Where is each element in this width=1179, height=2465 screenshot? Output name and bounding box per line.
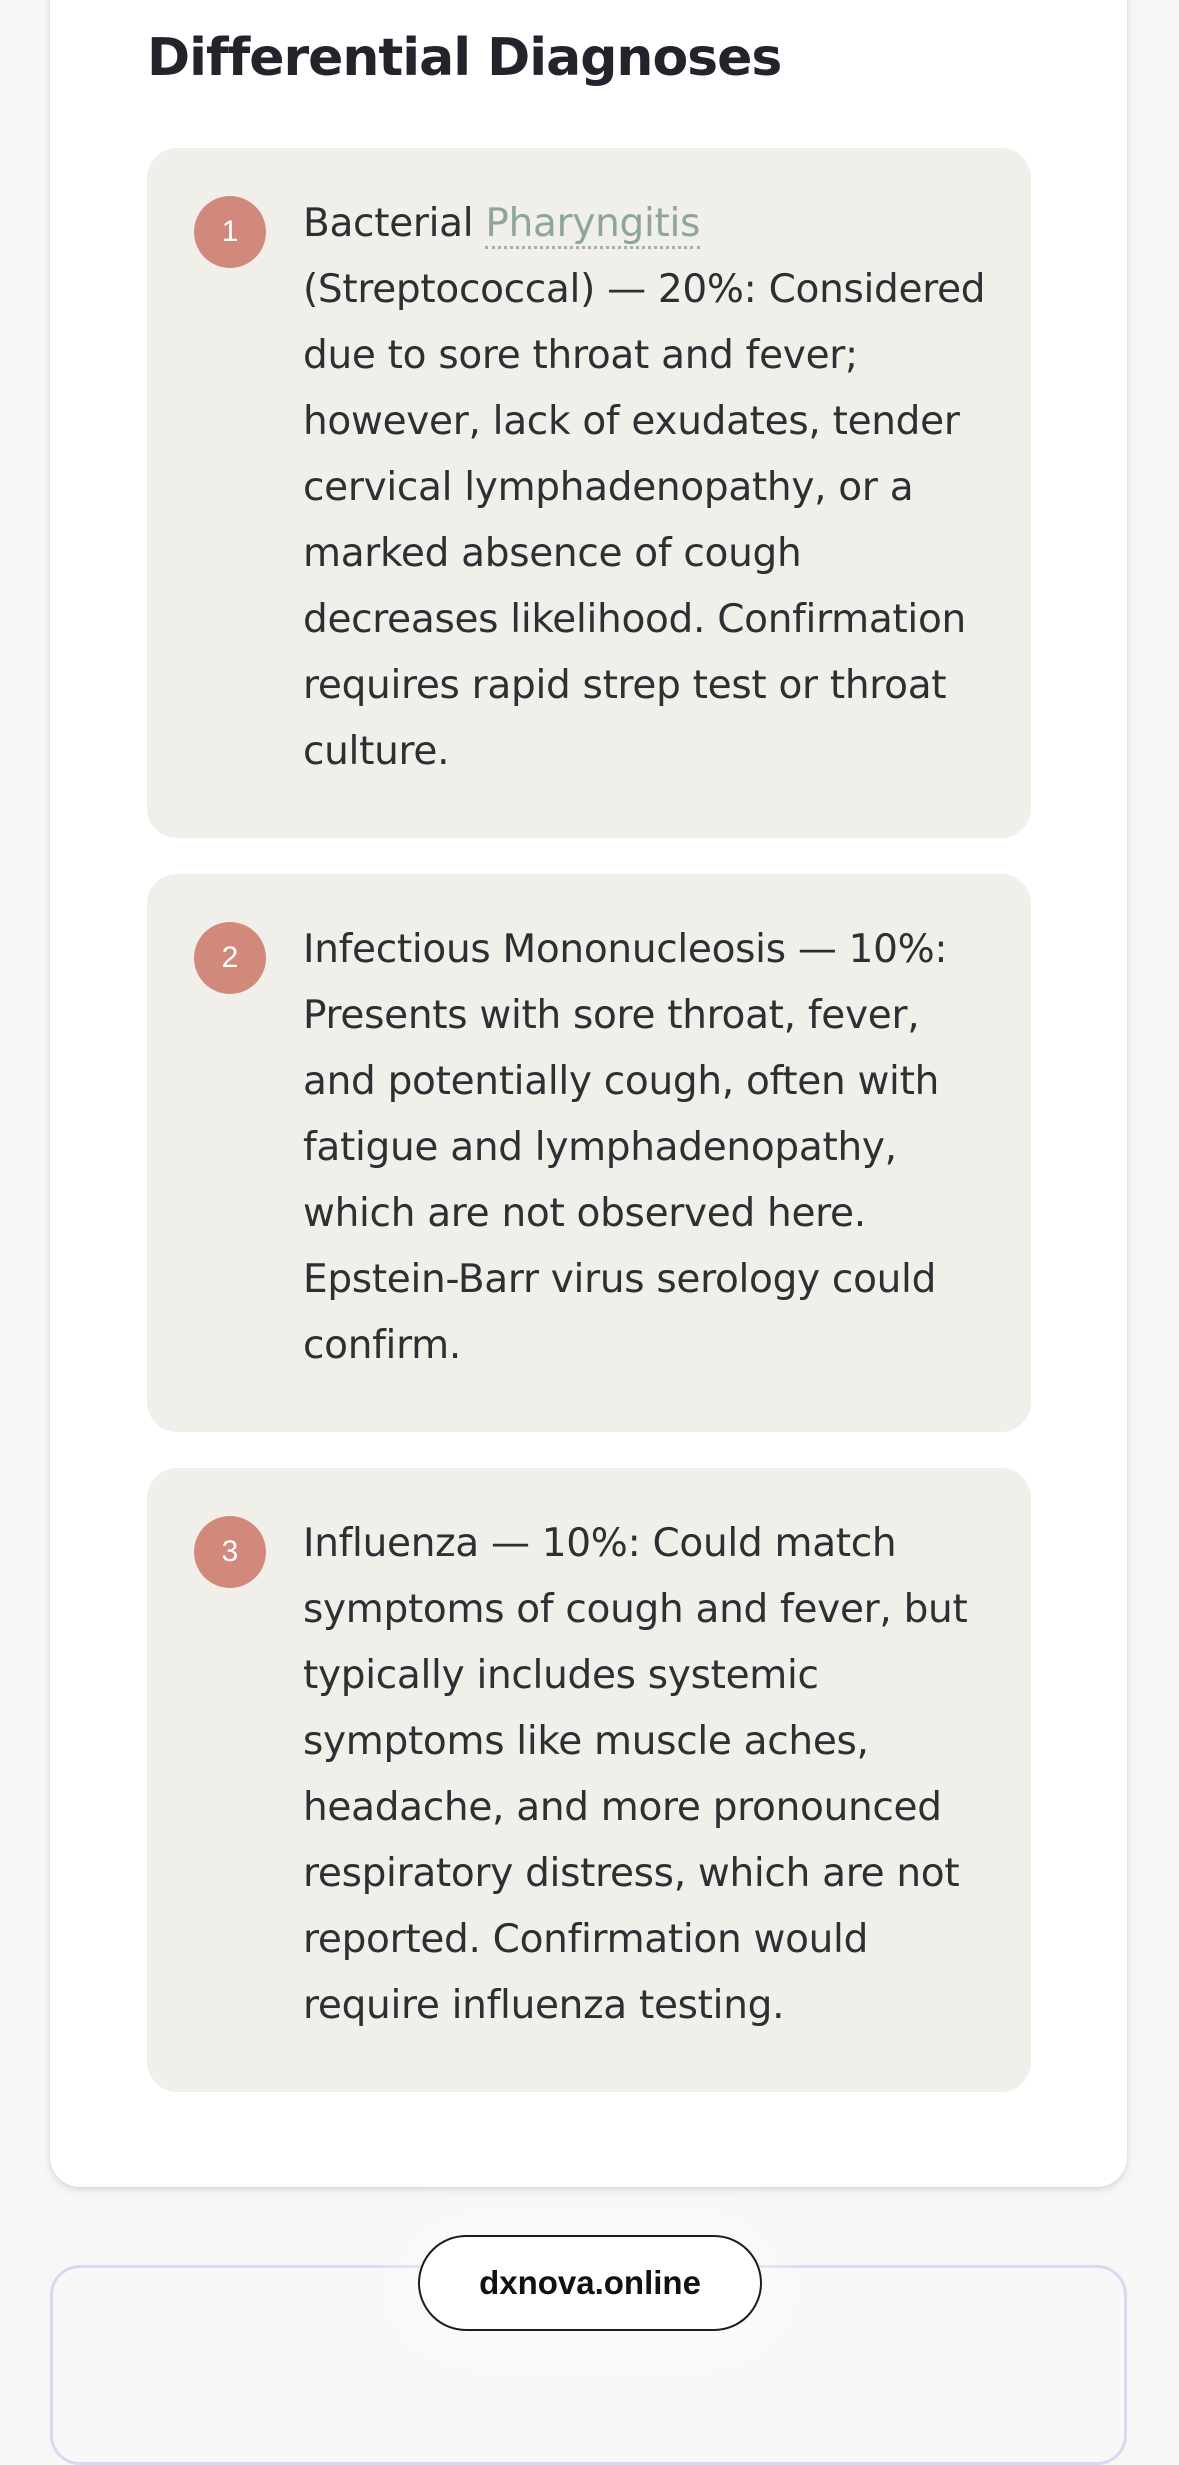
site-badge[interactable]: dxnova.online [418, 2235, 762, 2331]
diagnosis-text: Infectious Mononucleosis — 10%: Presents with sore throat, fever, and potentially cough, often with fatigue and lymphadenopathy, which are not observed here. Epstein-Barr virus serology could confirm. [303, 927, 948, 1368]
diagnosis-text-rest: (Streptococcal) — 20%: Considered due to sore throat and fever; however, lack of exudates, tender cervical lymphadenopathy, or a marked absence of cough decreases likelihood. Confirmation requires rapid strep test or throat culture. [303, 267, 986, 774]
section-title: Differential Diagnoses [147, 28, 782, 88]
diagnosis-text: Influenza — 10%: Could match symptoms of cough and fever, but typically includes systemic symptoms like muscle aches, headache, and more pronounced respiratory distress, which are not reported. Confirmation would require influenza testing. [303, 1521, 968, 2028]
term-link-pharyngitis[interactable]: Pharyngitis [485, 201, 700, 249]
diagnosis-text-start: Bacterial [303, 201, 486, 246]
diagnosis-number-badge: 3 [194, 1516, 266, 1588]
diagnosis-item-2 [147, 874, 1031, 1432]
diagnosis-text [303, 191, 1003, 785]
diagnosis-item-1 [147, 148, 1031, 838]
diagnosis-item-3 [147, 1468, 1031, 2092]
diagnosis-number-badge: 2 [194, 922, 266, 994]
diagnosis-number-badge: 1 [194, 196, 266, 268]
